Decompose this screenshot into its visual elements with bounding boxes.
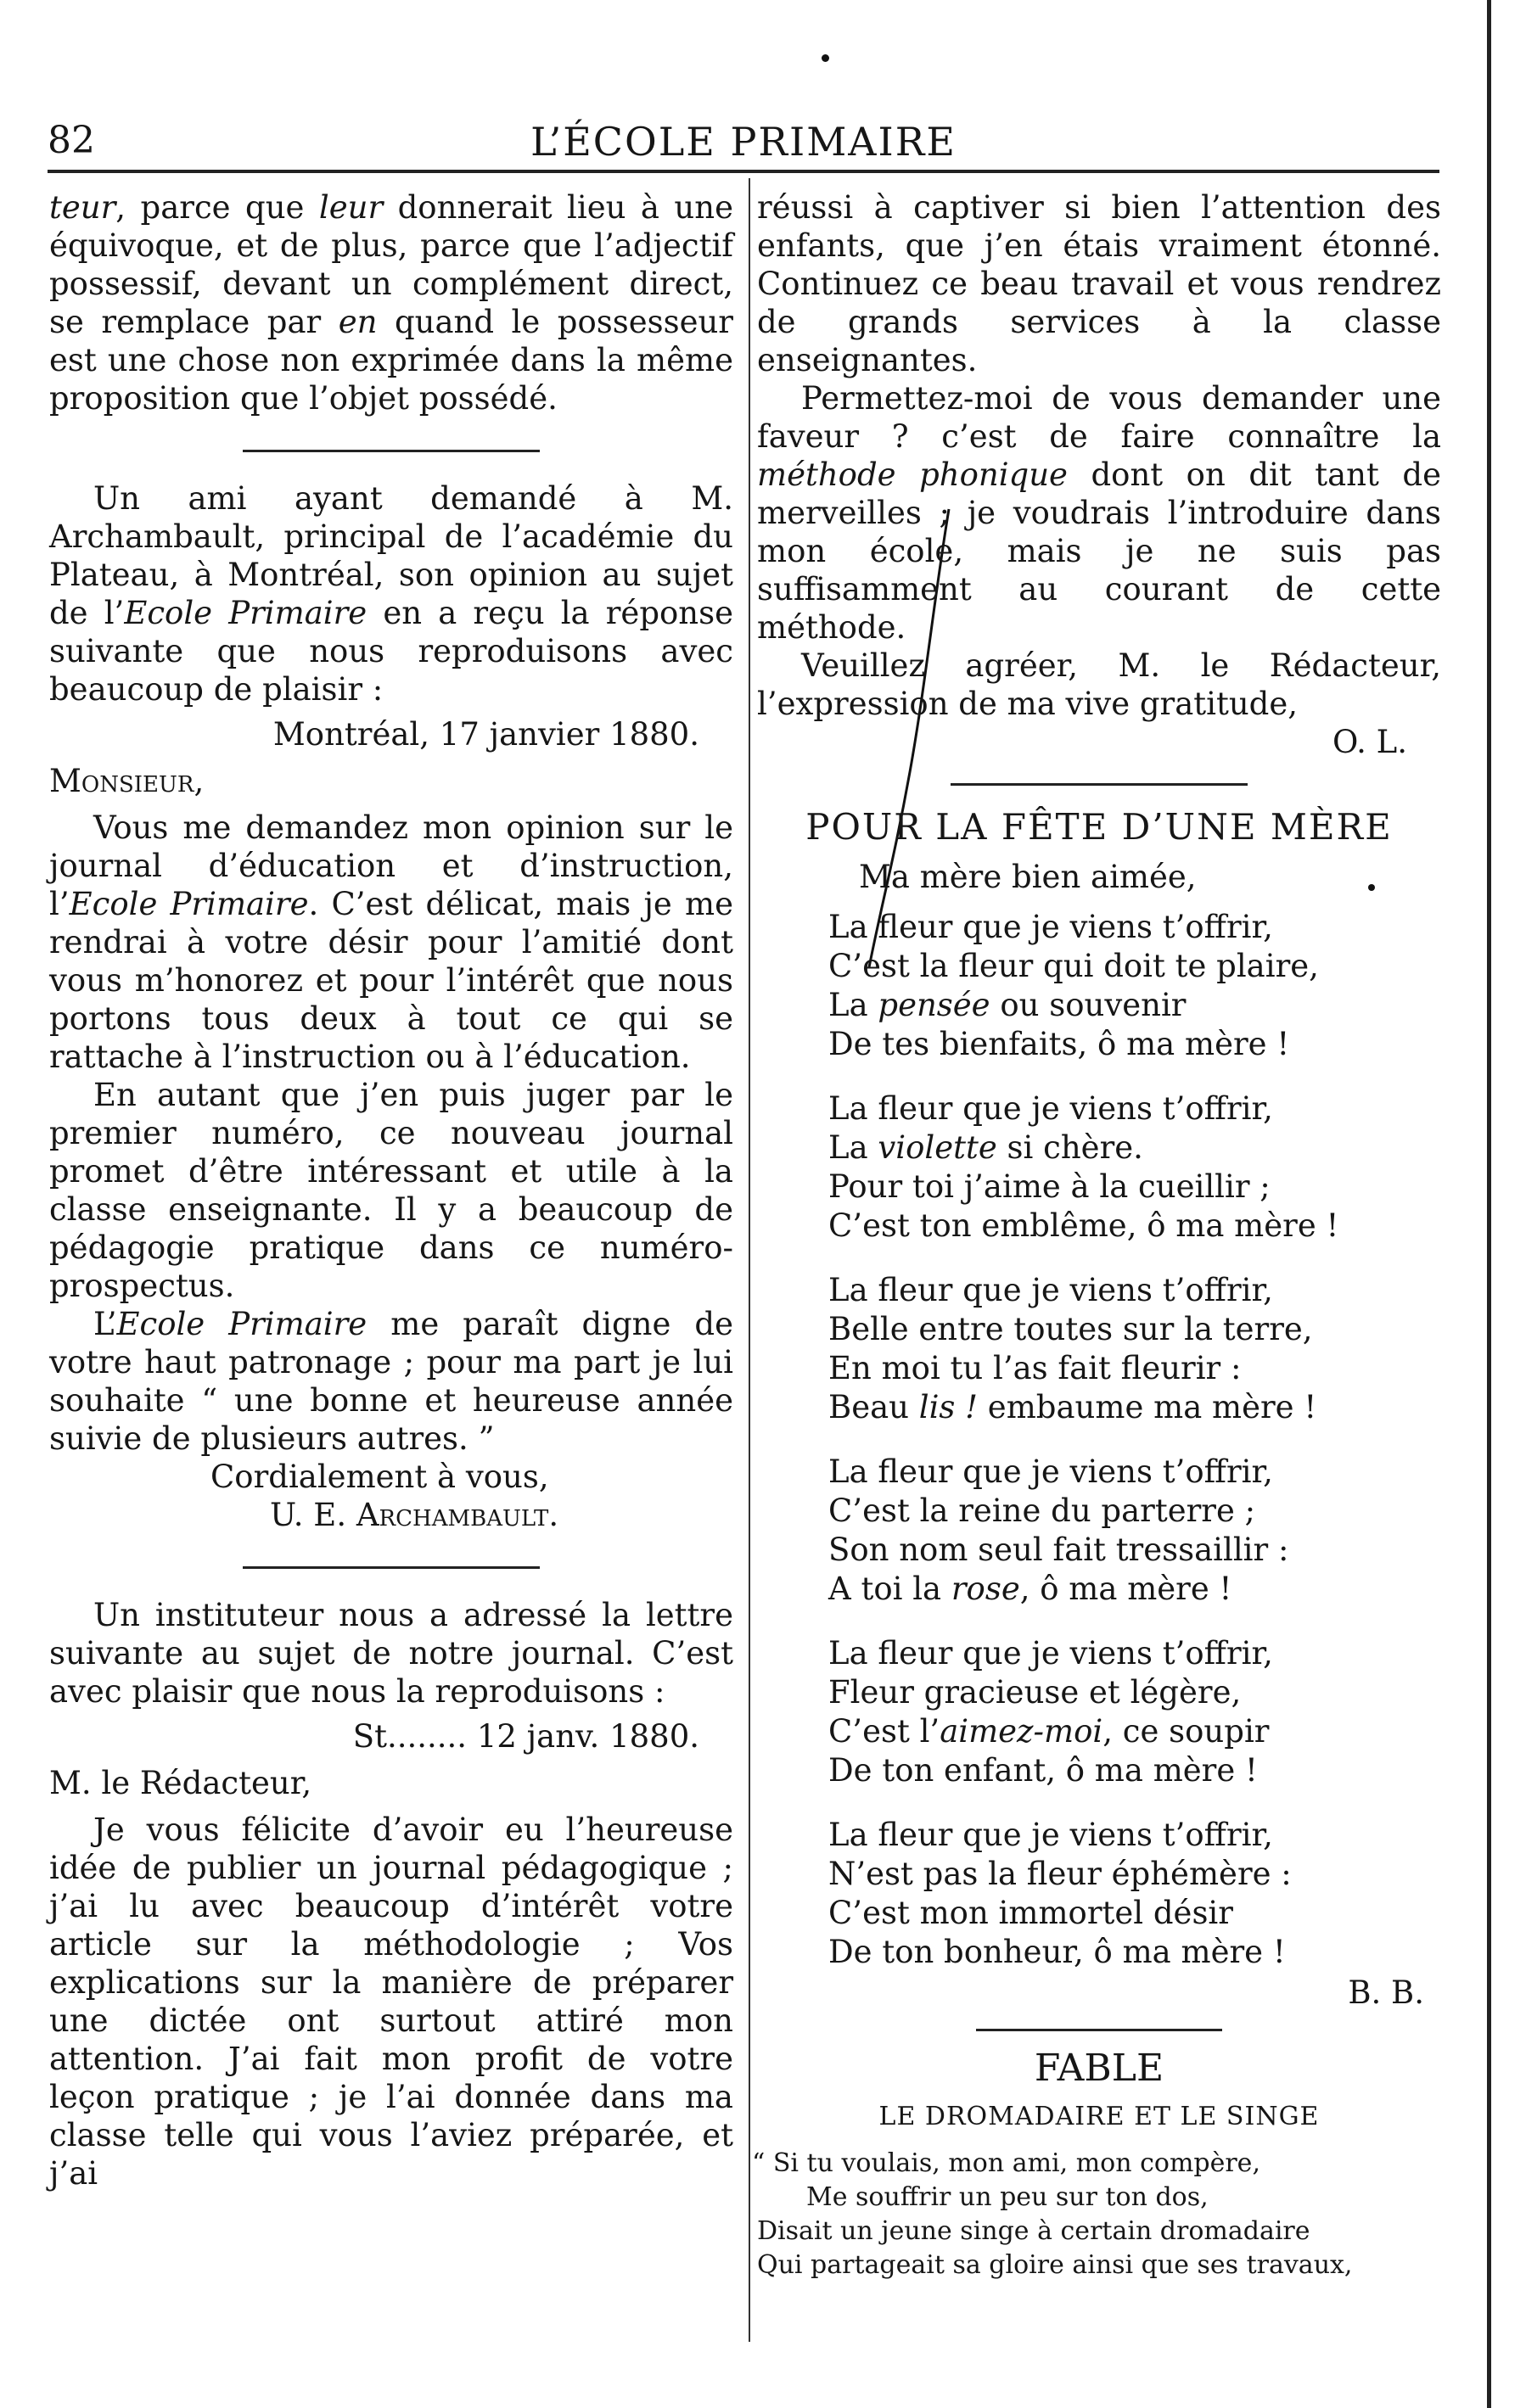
poem-line: C’est la fleur qui doit te plaire, <box>828 948 1319 984</box>
poem-line: Beau lis ! embaume ma mère ! <box>828 1389 1317 1425</box>
poem-line: La fleur que je viens t’offrir, <box>828 1453 1273 1490</box>
poem-stanza <box>757 1453 1441 1609</box>
letter-date: St........ 12 janv. 1880. <box>352 1718 699 1755</box>
fable-line: Me souffrir un peu sur ton dos, <box>806 2182 1209 2212</box>
section-rule <box>951 783 1248 786</box>
poem-stanza <box>757 1271 1441 1427</box>
letter-paragraph: Vous me demandez mon opinion sur le journal d’éducation et d’instruction, l’Ecole Primaire. C’est délicat, mais je me rendrai à votre désir pour l’amitié dont vous m’honorez et pour l’intérêt que nous portons tous deux à tout ce qui se rattache à l’instruction ou à l’éducation. <box>49 809 733 1075</box>
poem-line: Pour toi j’aime à la cueillir ; <box>828 1168 1271 1205</box>
header-rule <box>48 170 1439 173</box>
letter-closing: Cordialement à vous, <box>210 1459 549 1495</box>
section-rule <box>243 1566 540 1569</box>
paragraph-continuation: teur, parce que leur donnerait lieu à une équivoque, et de plus, parce que l’adjectif possessif, devant un complément direct, se remplace par en quand le possesseur est une chose non exprimée dans la même proposition que l’objet possédé. <box>49 189 733 417</box>
column-divider <box>749 178 750 2342</box>
letter-paragraph: Je vous félicite d’avoir eu l’heureuse idée de publier un journal pédagogique ; j’ai lu avec beaucoup d’intérêt votre article sur la méthodologie ; Vos explications sur la manière de préparer une dictée ont surtout attiré mon attention. J’ai fait mon profit de votre leçon pratique ; je l’ai donnée dans ma classe telle qui vous l’aviez préparée, et j’ai <box>49 1812 733 2192</box>
poem-line: Belle entre toutes sur la terre, <box>828 1311 1313 1347</box>
poem-line: La fleur que je viens t’offrir, <box>828 1090 1273 1127</box>
letter-continuation: réussi à captiver si bien l’attention des enfants, que j’en étais vraiment étonné. Continuez ce beau travail et vous rendrez de grands services à la classe enseignantes. <box>757 189 1441 378</box>
ink-speck <box>822 54 829 62</box>
letter-paragraph: Veuillez agréer, M. le Rédacteur, l’expression de ma vive gratitude, <box>757 647 1441 722</box>
poem-stanza <box>757 1634 1441 1790</box>
running-title: L’ÉCOLE PRIMAIRE <box>530 119 957 165</box>
letter-salutation: Monsieur, <box>49 763 205 799</box>
letter-date: Montréal, 17 janvier 1880. <box>272 716 699 753</box>
poem-line: De ton bonheur, ô ma mère ! <box>828 1934 1286 1970</box>
fable-line: Disait un jeune singe à certain dromadaire <box>757 2216 1310 2246</box>
poem-line: La fleur que je viens t’offrir, <box>828 909 1273 945</box>
poem-line: C’est l’aimez-moi, ce soupir <box>828 1713 1270 1750</box>
fable-subtitle: LE DROMADAIRE ET LE SINGE <box>878 2102 1320 2131</box>
section-rule <box>243 450 540 452</box>
poem-line: A toi la rose, ô ma mère ! <box>828 1571 1232 1607</box>
poem-stanza <box>757 1089 1441 1246</box>
intro-paragraph: Un instituteur nous a adressé la lettre suivante au sujet de notre journal. C’est avec plaisir que nous la reproduisons : <box>49 1597 733 1710</box>
poem-signature: B. B. <box>1348 1974 1424 2011</box>
letter-signature: U. E. Archambault. <box>270 1497 559 1533</box>
poem-line: La pensée ou souvenir <box>828 987 1187 1023</box>
fable-title: FABLE <box>1034 2047 1164 2090</box>
intro-paragraph: Un ami ayant demandé à M. Archambault, principal de l’académie du Plateau, à Montréal, son opinion au sujet de l’Ecole Primaire en a reçu la réponse suivante que nous reproduisons avec beaucoup de plaisir : <box>49 480 734 708</box>
poem-stanza <box>757 1816 1441 1972</box>
poem-line: La violette si chère. <box>828 1129 1143 1166</box>
poem-line: La fleur que je viens t’offrir, <box>828 1817 1273 1853</box>
poem-line: De tes bienfaits, ô ma mère ! <box>828 1026 1290 1062</box>
letter-paragraph: En autant que j’en puis juger par le premier numéro, ce nouveau journal promet d’être intéressant et utile à la classe enseignante. Il y a beaucoup de pédagogie pratique dans ce numéro-prospectus. <box>49 1077 733 1304</box>
section-rule <box>976 2029 1222 2031</box>
poem-line: La fleur que je viens t’offrir, <box>828 1635 1273 1672</box>
letter-signature: O. L. <box>1332 724 1407 760</box>
poem-stanza <box>757 908 1441 1064</box>
poem-first-line: Ma mère bien aimée, <box>859 859 1197 895</box>
page-header <box>48 107 1439 163</box>
fable-line: Qui partageait sa gloire ainsi que ses travaux, <box>757 2250 1353 2280</box>
fable-line: “ Si tu voulais, mon ami, mon compère, <box>752 2148 1260 2178</box>
poem-line: Son nom seul fait tressaillir : <box>828 1532 1289 1568</box>
left-column <box>49 188 733 2192</box>
poem-line: La fleur que je viens t’offrir, <box>828 1272 1273 1308</box>
right-column <box>752 188 1441 2282</box>
page-edge-line <box>1487 0 1491 2408</box>
poem-line: Fleur gracieuse et légère, <box>828 1674 1242 1711</box>
poem-line: C’est ton emblême, ô ma mère ! <box>828 1207 1339 1244</box>
poem-line: C’est mon immortel désir <box>828 1895 1233 1931</box>
poem-line: De ton enfant, ô ma mère ! <box>828 1752 1258 1789</box>
poem-title: POUR LA FÊTE D’UNE MÈRE <box>805 806 1393 848</box>
poem-line: C’est la reine du parterre ; <box>828 1492 1256 1529</box>
page-number: 82 <box>48 119 95 162</box>
fable-body <box>752 2147 1441 2282</box>
poem-body <box>757 908 1441 1972</box>
letter-salutation: M. le Rédacteur, <box>49 1765 312 1801</box>
letter-paragraph: Permettez-moi de vous demander une faveur ? c’est de faire connaître la méthode phonique dont on dit tant de merveilles ; je voudrais l’introduire dans mon école, mais je ne suis pas suffisamment au courant de cette méthode. <box>757 380 1441 646</box>
poem-line: N’est pas la fleur éphémère : <box>828 1856 1292 1892</box>
letter-paragraph: L’Ecole Primaire me paraît digne de votre haut patronage ; pour ma part je lui souhaite “ une bonne et heureuse année suivie de plusieurs autres. ” <box>49 1306 733 1457</box>
poem-line: En moi tu l’as fait fleurir : <box>828 1350 1242 1386</box>
